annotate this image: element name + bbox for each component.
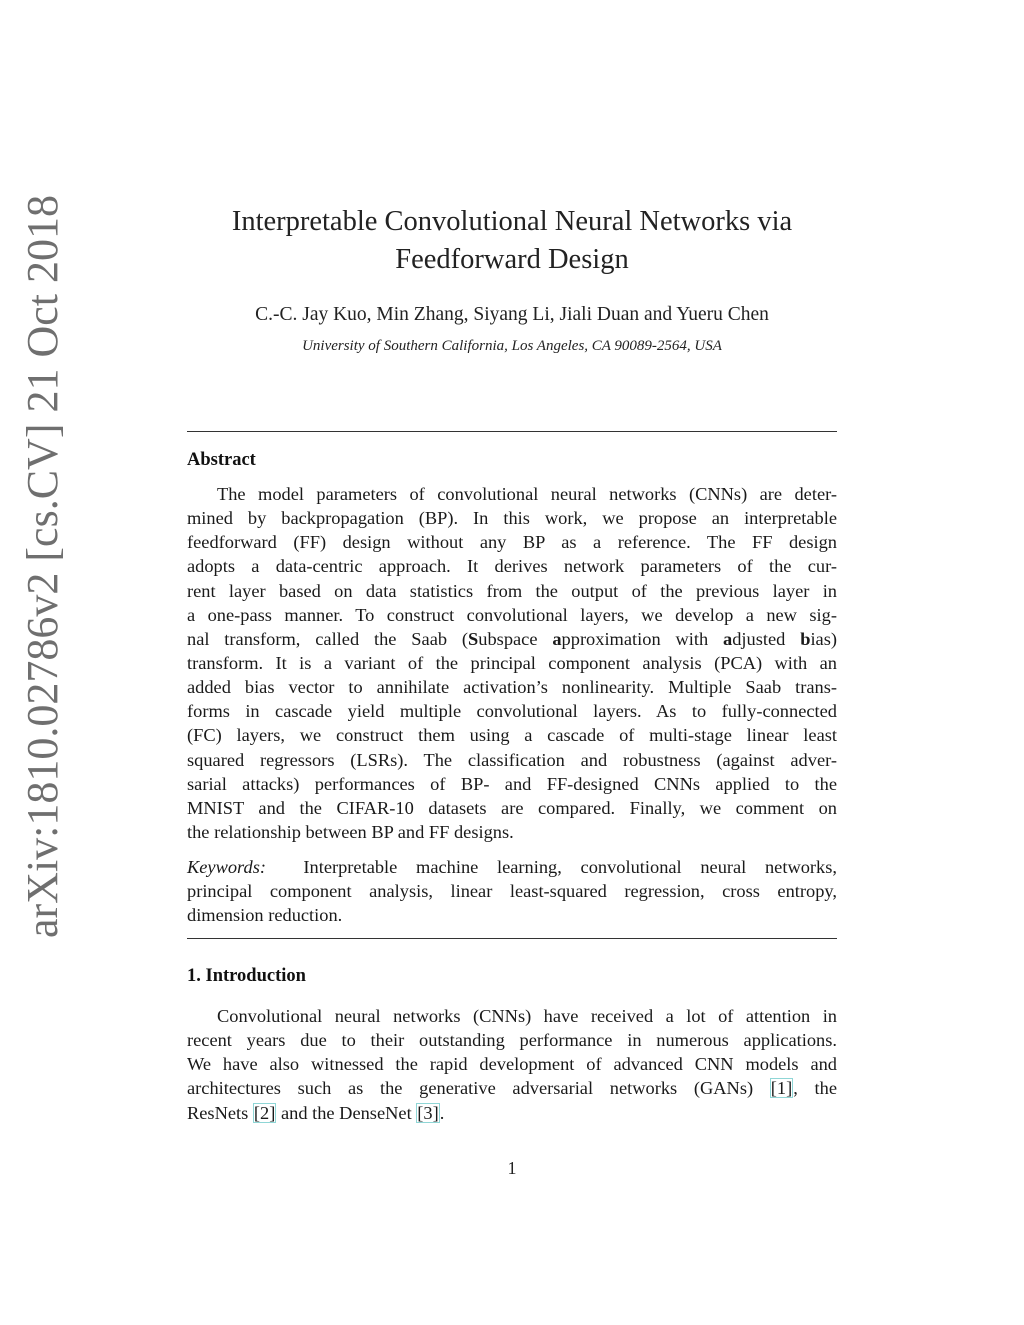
citation-link-2[interactable]: [2]	[253, 1102, 276, 1123]
intro-line-resnets	[187, 1101, 837, 1125]
abstract-line: the relationship between BP and FF designs.	[187, 821, 514, 842]
abstract-line-saab	[187, 627, 837, 651]
abstract-top-rule	[187, 431, 837, 432]
author-affiliation: University of Southern California, Los Angeles, CA 90089-2564, USA	[302, 338, 722, 354]
citation-link-1[interactable]: [1]	[770, 1078, 793, 1099]
abstract-bottom-rule	[187, 938, 837, 939]
paper-title	[150, 203, 874, 279]
intro-line4-suffix: , the	[793, 1078, 837, 1099]
citation-link-3[interactable]: [3]	[417, 1102, 439, 1123]
abstract-body	[187, 482, 837, 844]
intro-line: Convolutional neural networks (CNNs) have received a lot of attention in	[217, 1006, 837, 1026]
intro-line-citations	[187, 1076, 837, 1100]
keywords-line-3: dimension reduction.	[187, 905, 343, 926]
intro-line: recent years due to their outstanding performance in numerous applications.	[187, 1030, 837, 1051]
saab-letter-s: S	[468, 628, 479, 649]
saab-word-approximation: pproximation with	[561, 628, 724, 649]
keywords-text-1: Interpretable machine learning, convolutional neural networks,	[303, 857, 837, 877]
abstract-line: sarial attacks) performances of BP- and FF-designed CNNs applied to the	[187, 773, 837, 794]
intro-line5-suffix: .	[439, 1102, 445, 1123]
introduction-body	[187, 1004, 837, 1125]
keywords-block	[187, 855, 837, 927]
abstract-heading: Abstract	[187, 450, 256, 470]
keywords-line-1	[187, 855, 837, 879]
saab-letter-a: a	[552, 628, 562, 649]
keywords-line-2: principal component analysis, linear least-squared regression, cross entropy,	[187, 881, 837, 902]
introduction-heading: 1. Introduction	[187, 966, 306, 986]
saab-word-subspace: ubspace	[478, 628, 553, 649]
keywords-label: Keywords:	[187, 857, 267, 877]
title-line-1: Interpretable Convolutional Neural Networks via	[231, 206, 793, 237]
abstract-line: a one-pass manner. To construct convolutional layers, we develop a new sig-	[187, 604, 837, 625]
arxiv-identifier-text: arXiv:1810.02786v2 [cs.CV] 21 Oct 2018	[18, 194, 67, 938]
intro-line4-text: architectures such as the generative adversarial networks (GANs)	[187, 1078, 770, 1099]
saab-word-bias: ias)	[810, 628, 837, 649]
saab-line-prefix: nal transform, called the Saab (	[187, 628, 469, 649]
abstract-line: rent layer based on data statistics from the output of the previous layer in	[187, 580, 837, 601]
intro-line: We have also witnessed the rapid development of advanced CNN models and	[187, 1054, 837, 1075]
abstract-line: feedforward (FF) design without any BP as a reference. The FF design	[187, 532, 837, 553]
intro-line5-prefix: ResNets	[187, 1102, 253, 1123]
abstract-line: (FC) layers, we construct them using a cascade of multi-stage linear least	[187, 725, 837, 746]
abstract-line: forms in cascade yield multiple convolutional layers. As to fully-connected	[187, 701, 837, 722]
saab-letter-a2: a	[723, 628, 733, 649]
intro-line5-mid: and the DenseNet	[276, 1102, 417, 1123]
abstract-line: mined by backpropagation (BP). In this work, we propose an interpretable	[187, 508, 837, 529]
abstract-line: added bias vector to annihilate activation’s nonlinearity. Multiple Saab trans-	[187, 677, 837, 698]
saab-letter-b: b	[800, 628, 811, 649]
abstract-line: adopts a data-centric approach. It derives network parameters of the cur-	[187, 556, 837, 577]
page-number: 1	[507, 1158, 517, 1178]
abstract-line: The model parameters of convolutional neural networks (CNNs) are deter-	[217, 484, 837, 504]
abstract-line: MNIST and the CIFAR-10 datasets are compared. Finally, we comment on	[187, 797, 837, 818]
saab-word-adjusted: djusted	[732, 628, 801, 649]
abstract-line: transform. It is a variant of the principal component analysis (PCA) with an	[187, 652, 837, 673]
abstract-line: squared regressors (LSRs). The classification and robustness (against adver-	[187, 749, 837, 770]
author-list: C.-C. Jay Kuo, Min Zhang, Siyang Li, Jiali Duan and Yueru Chen	[255, 304, 769, 325]
title-line-2: Feedforward Design	[395, 244, 629, 275]
